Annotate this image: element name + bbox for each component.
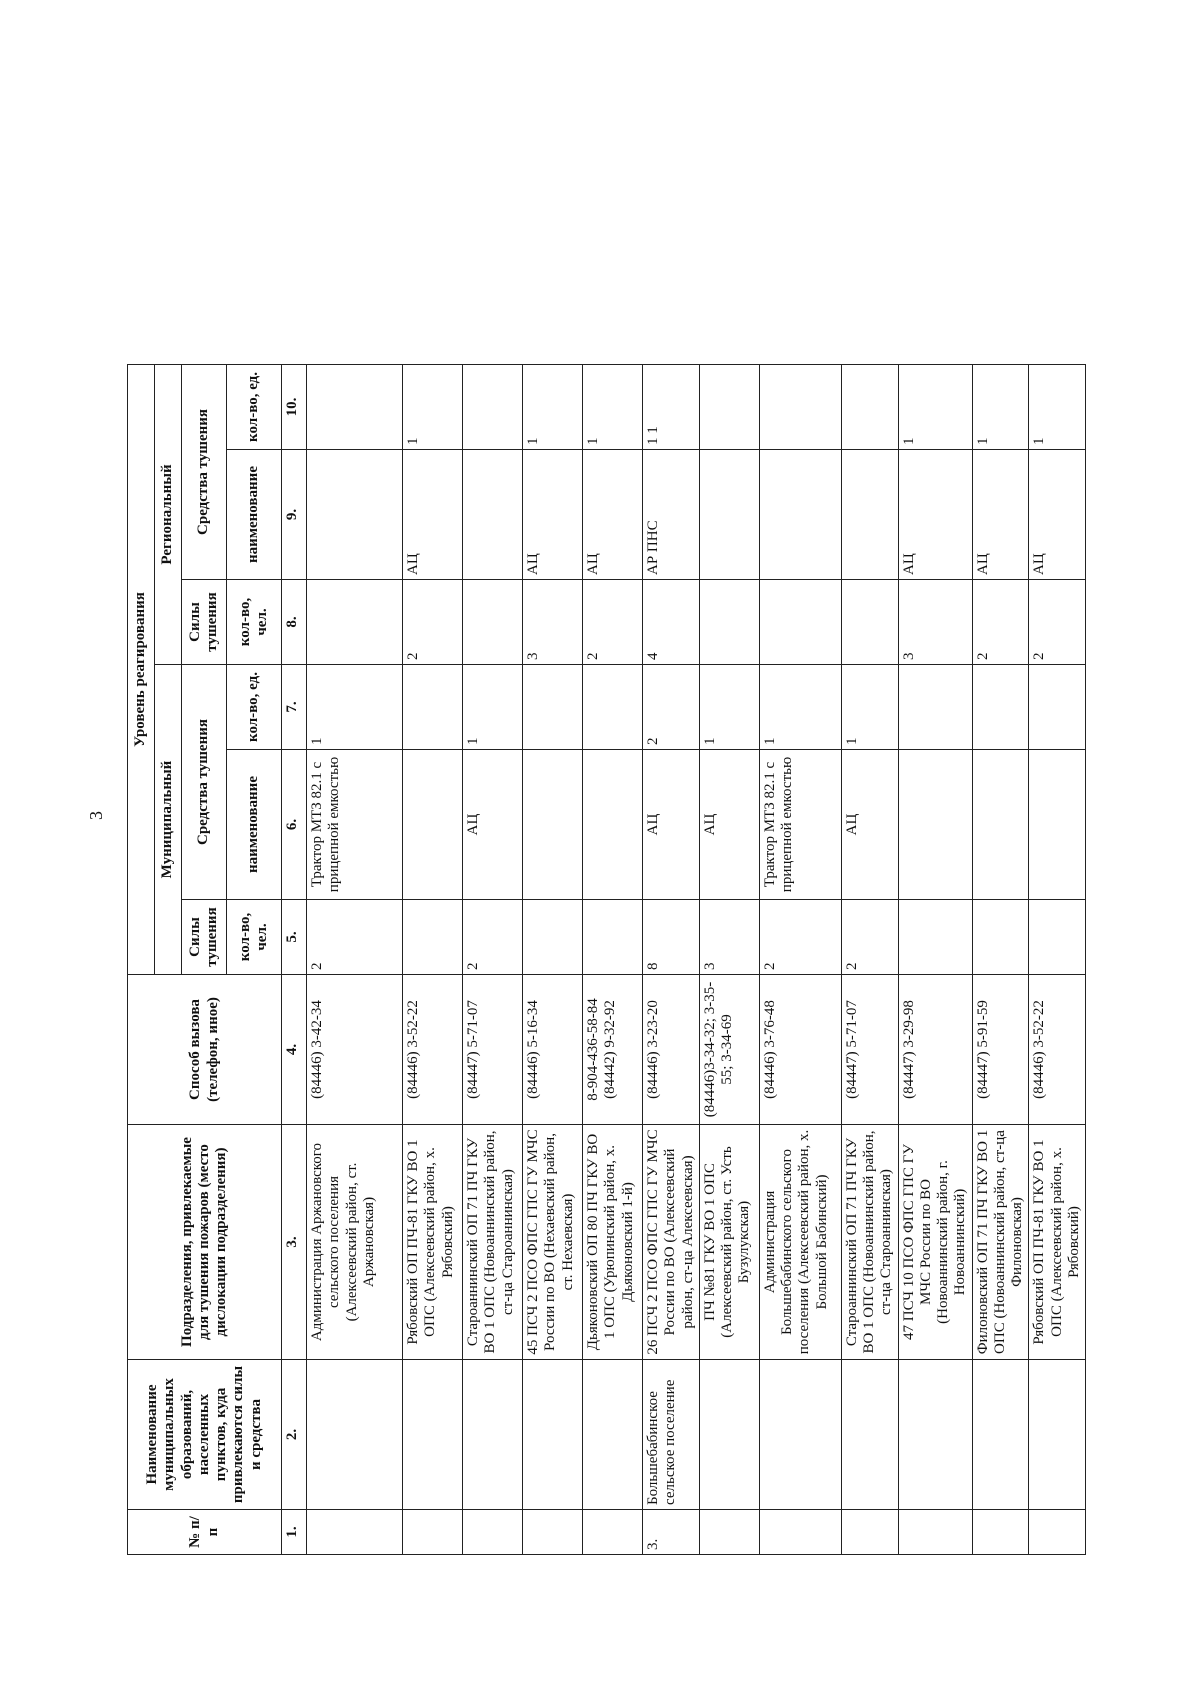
call-phone: (84446) 3-23-20 [643, 975, 700, 1125]
regional-means-name: АЦ [1029, 450, 1086, 580]
blank-area [128, 24, 1086, 364]
col-index: 9. [282, 450, 307, 580]
municipal-means-qty: 1 [699, 665, 759, 750]
regional-means-qty [759, 364, 841, 449]
municipal-forces-qty [1029, 900, 1086, 975]
header-call-method: Способ вызова (телефон, иное) [128, 975, 282, 1125]
municipal-means-name [403, 750, 463, 900]
regional-means-qty [699, 364, 759, 449]
call-phone: (84447) 5-71-07 [463, 975, 523, 1125]
row-number [403, 1510, 463, 1555]
municipality-name [307, 1360, 403, 1510]
regional-means-qty: 1 [583, 364, 643, 449]
rotated-page-content [127, 25, 1082, 1555]
header-number: № п/п [128, 1510, 282, 1555]
header-m-qty-units: кол-во, ед. [227, 665, 282, 750]
municipal-means-qty: 1 [463, 665, 523, 750]
unit-name: 47 ПСЧ 10 ПСО ФПС ГПС ГУ МЧС России по ВО (Новоаннинский район, г. Новоаннинский) [898, 1125, 972, 1360]
municipal-forces-qty: 2 [307, 900, 403, 975]
municipal-means-qty [403, 665, 463, 750]
regional-forces-qty: 2 [972, 580, 1029, 665]
row-number [841, 1510, 898, 1555]
unit-name: 45 ПСЧ 2 ПСО ФПС ГПС ГУ МЧС России по ВО (Нехаевский район, ст. Нехаевская) [523, 1125, 583, 1360]
header-row-level [128, 24, 155, 1554]
row-number [972, 1510, 1029, 1555]
municipal-means-qty [583, 665, 643, 750]
municipal-forces-qty: 2 [463, 900, 523, 975]
municipal-means-qty [898, 665, 972, 750]
municipality-name [583, 1360, 643, 1510]
call-phone: (84446) 3-42-34 [307, 975, 403, 1125]
row-number [1029, 1510, 1086, 1555]
municipal-means-qty [523, 665, 583, 750]
municipal-means-name: Трактор МТЗ 82.1 с прицепной емкостью [307, 750, 403, 900]
municipal-means-name [523, 750, 583, 900]
regional-means-qty: 1 [972, 364, 1029, 449]
regional-forces-qty [841, 580, 898, 665]
regional-means-qty: 1 [1029, 364, 1086, 449]
regional-forces-qty: 3 [898, 580, 972, 665]
call-phone: (84446) 3-52-22 [1029, 975, 1086, 1125]
municipal-means-qty [972, 665, 1029, 750]
regional-means-qty: 1 [898, 364, 972, 449]
row-number: 3. [643, 1510, 700, 1555]
municipal-means-name: АЦ [643, 750, 700, 900]
unit-name: ПЧ №81 ГКУ ВО 1 ОПС (Алексеевский район, ст. Усть Бузулукская) [699, 1125, 759, 1360]
unit-name: Администрация Аржановского сельского поселения (Алексеевский район, ст. Аржановская) [307, 1125, 403, 1360]
col-index: 6. [282, 750, 307, 900]
col-index: 1. [282, 1510, 307, 1555]
page-number: 3 [86, 811, 106, 820]
header-regional: Региональный [155, 364, 182, 664]
municipal-means-name: Трактор МТЗ 82.1 с прицепной емкостью [759, 750, 841, 900]
col-index: 8. [282, 580, 307, 665]
regional-forces-qty: 3 [523, 580, 583, 665]
header-regional-means: Средства тушения [182, 364, 227, 579]
municipal-means-qty: 1 [841, 665, 898, 750]
col-index: 2. [282, 1360, 307, 1510]
regional-means-qty: 1 [403, 364, 463, 449]
municipal-forces-qty [972, 900, 1029, 975]
municipality-name: Большебабинское сельское поселение [643, 1360, 700, 1510]
unit-name: Дьяконовский ОП 80 ПЧ ГКУ ВО 1 ОПС (Урюпинский район, х. Дьяконовский 1-й) [583, 1125, 643, 1360]
municipality-name [841, 1360, 898, 1510]
row-number [759, 1510, 841, 1555]
header-m-qty-people: кол-во, чел. [227, 900, 282, 975]
row-number [699, 1510, 759, 1555]
header-municipal-forces: Силы тушения [182, 900, 227, 975]
regional-forces-qty [759, 580, 841, 665]
unit-name: Рябовский ОП ПЧ-81 ГКУ ВО 1 ОПС (Алексеевский район, х. Рябовский) [1029, 1125, 1086, 1360]
col-index: 3. [282, 1125, 307, 1360]
municipality-name [523, 1360, 583, 1510]
municipality-name [403, 1360, 463, 1510]
municipal-forces-qty: 2 [759, 900, 841, 975]
municipal-means-name: АЦ [699, 750, 759, 900]
municipal-means-qty: 2 [643, 665, 700, 750]
col-index: 5. [282, 900, 307, 975]
unit-name: Рябовский ОП ПЧ-81 ГКУ ВО 1 ОПС (Алексеевский район, х. Рябовский) [403, 1125, 463, 1360]
regional-means-name: АР ПНС [643, 450, 700, 580]
unit-name: Староаннинский ОП 71 ПЧ ГКУ ВО 1 ОПС (Новоаннинский район, ст-ца Староаннинская) [463, 1125, 523, 1360]
unit-name: Староаннинский ОП 71 ПЧ ГКУ ВО 1 ОПС (Новоаннинский район, ст-ца Староаннинская) [841, 1125, 898, 1360]
row-number [898, 1510, 972, 1555]
call-phone: (84446)3-34-32; 3-35-55; 3-34-69 [699, 975, 759, 1125]
call-phone: (84447) 5-71-07 [841, 975, 898, 1125]
municipal-means-name [972, 750, 1029, 900]
response-level-table [127, 24, 1086, 1555]
regional-means-qty: 1 1 [643, 364, 700, 449]
header-r-qty-units: кол-во, ед. [227, 364, 282, 449]
regional-forces-qty: 2 [403, 580, 463, 665]
regional-means-qty [307, 364, 403, 449]
regional-means-name [699, 450, 759, 580]
header-municipality: Наименование муниципальных образований, населенных пунктов, куда привлекаются силы и средства [128, 1360, 282, 1510]
regional-means-name: АЦ [898, 450, 972, 580]
header-regional-forces: Силы тушения [182, 580, 227, 665]
municipal-means-name [583, 750, 643, 900]
municipal-forces-qty [898, 900, 972, 975]
call-phone: (84447) 3-29-98 [898, 975, 972, 1125]
municipality-name [1029, 1360, 1086, 1510]
header-r-qty-people: кол-во, чел. [227, 580, 282, 665]
regional-means-qty [463, 364, 523, 449]
municipal-forces-qty [583, 900, 643, 975]
municipality-name [463, 1360, 523, 1510]
regional-means-name [463, 450, 523, 580]
municipality-name [972, 1360, 1029, 1510]
call-phone: (84446) 5-16-34 [523, 975, 583, 1125]
header-unit: Подразделения, привлекаемые для тушения пожаров (место дислокации подразделения) [128, 1125, 282, 1360]
col-index: 7. [282, 665, 307, 750]
municipality-name [759, 1360, 841, 1510]
municipal-forces-qty: 3 [699, 900, 759, 975]
col-index: 10. [282, 364, 307, 449]
regional-means-name [759, 450, 841, 580]
col-index: 4. [282, 975, 307, 1125]
regional-means-name: АЦ [583, 450, 643, 580]
row-number [307, 1510, 403, 1555]
municipality-name [699, 1360, 759, 1510]
municipal-means-name [1029, 750, 1086, 900]
regional-means-name [841, 450, 898, 580]
header-municipal: Муниципальный [155, 665, 182, 975]
regional-forces-qty [307, 580, 403, 665]
regional-forces-qty [699, 580, 759, 665]
municipal-means-qty [1029, 665, 1086, 750]
unit-name: Администрация Большебабинского сельского поселения (Алексеевский район, х. Большой Бабинский) [759, 1125, 841, 1360]
regional-means-name: АЦ [523, 450, 583, 580]
municipal-forces-qty: 8 [643, 900, 700, 975]
regional-forces-qty [463, 580, 523, 665]
call-phone: (84446) 3-52-22 [403, 975, 463, 1125]
call-phone: 8-904-436-58-84 (84442) 9-32-92 [583, 975, 643, 1125]
regional-forces-qty: 4 [643, 580, 700, 665]
municipal-means-name [898, 750, 972, 900]
header-response-level: Уровень реагирования [128, 364, 155, 974]
municipal-forces-qty: 2 [841, 900, 898, 975]
row-number [583, 1510, 643, 1555]
regional-means-name: АЦ [972, 450, 1029, 580]
regional-means-qty: 1 [523, 364, 583, 449]
regional-means-qty [841, 364, 898, 449]
regional-forces-qty: 2 [1029, 580, 1086, 665]
regional-forces-qty: 2 [583, 580, 643, 665]
municipal-means-qty: 1 [759, 665, 841, 750]
municipal-forces-qty [523, 900, 583, 975]
municipality-name [898, 1360, 972, 1510]
regional-means-name [307, 450, 403, 580]
municipal-means-name: АЦ [463, 750, 523, 900]
unit-name: Филоновский ОП 71 ПЧ ГКУ ВО 1 ОПС (Новоаннинский район, ст-ца Филоновская) [972, 1125, 1029, 1360]
unit-name: 26 ПСЧ 2 ПСО ФПС ГПС ГУ МЧС России по ВО (Алексеевский район, ст-ца Алексеевская) [643, 1125, 700, 1360]
municipal-means-name: АЦ [841, 750, 898, 900]
municipal-forces-qty [403, 900, 463, 975]
regional-means-name: АЦ [403, 450, 463, 580]
row-number [463, 1510, 523, 1555]
header-municipal-means: Средства тушения [182, 665, 227, 900]
header-m-name: наименование [227, 750, 282, 900]
call-phone: (84446) 3-76-48 [759, 975, 841, 1125]
call-phone: (84447) 5-91-59 [972, 975, 1029, 1125]
header-r-name: наименование [227, 450, 282, 580]
row-number [523, 1510, 583, 1555]
municipal-means-qty: 1 [307, 665, 403, 750]
